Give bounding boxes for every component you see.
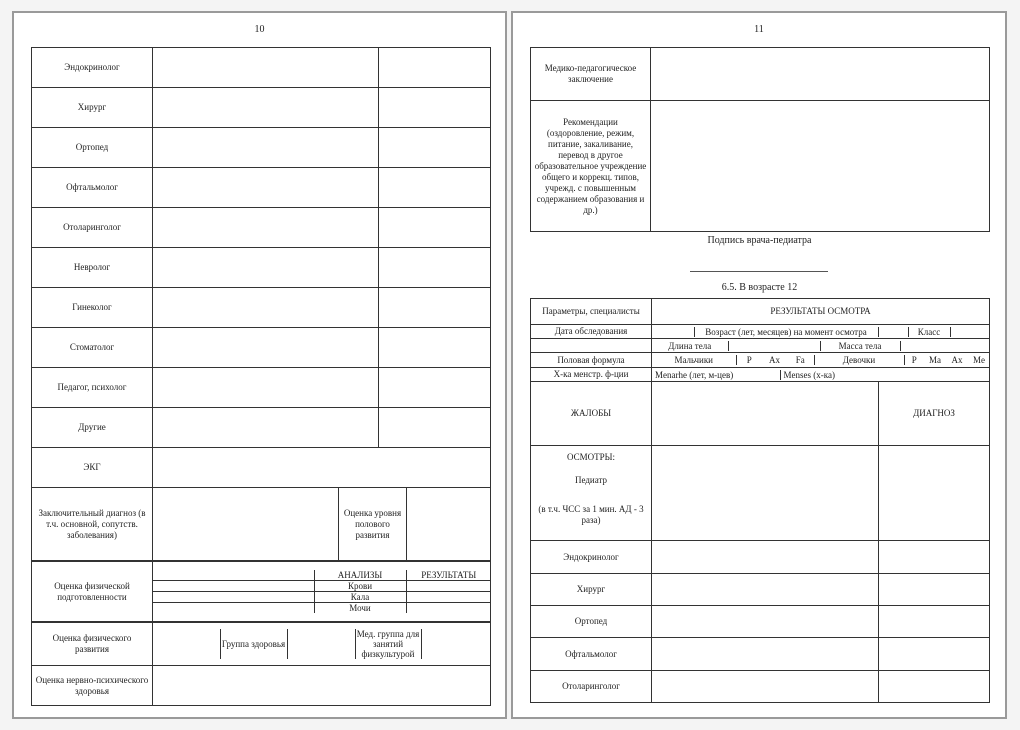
- input-cell[interactable]: [379, 128, 491, 168]
- analysis-name: Крови: [314, 581, 406, 592]
- analysis-name: Мочи: [314, 603, 406, 614]
- row-label: Эндокринолог: [32, 48, 153, 88]
- input-cell[interactable]: [379, 408, 491, 448]
- formula-cell: Ax: [951, 355, 963, 365]
- row-label: Отоларинголог: [531, 671, 652, 703]
- row-label: Офтальмолог: [531, 638, 652, 671]
- input-cell[interactable]: [652, 671, 879, 703]
- input-cell[interactable]: [879, 671, 990, 703]
- med-group-label: Мед. группа для занятий физкультурой: [356, 628, 420, 659]
- table-row: [531, 606, 990, 638]
- boys-label: Мальчики: [652, 355, 736, 365]
- row-label: Ортопед: [32, 128, 153, 168]
- input-cell[interactable]: [153, 208, 379, 248]
- input-cell[interactable]: [153, 488, 339, 562]
- formula-cell: Fa: [787, 355, 814, 365]
- results-header: РЕЗУЛЬТАТЫ: [406, 570, 491, 581]
- input-cell[interactable]: [153, 570, 314, 581]
- input-cell[interactable]: [900, 341, 990, 351]
- analyses-grid: [153, 570, 491, 613]
- final-diagnosis-table: [31, 487, 491, 562]
- complaints-label: ЖАЛОБЫ: [531, 382, 652, 446]
- table-row: [32, 128, 491, 168]
- input-cell[interactable]: [153, 48, 379, 88]
- params-label: Параметры, специалисты: [531, 299, 652, 325]
- table-row: [32, 208, 491, 248]
- row-label: Эндокринолог: [531, 541, 652, 574]
- age-label: Возраст (лет, месяцев) на момент осмотра: [705, 326, 867, 337]
- specialists-table: [31, 47, 491, 488]
- formula-cell: Ax: [769, 355, 780, 365]
- input-cell[interactable]: [652, 446, 879, 541]
- row-label: Хирург: [531, 574, 652, 606]
- row-label: Офтальмолог: [32, 168, 153, 208]
- neuro-label: Оценка нервно-психического здоровья: [32, 666, 153, 706]
- input-cell[interactable]: [379, 168, 491, 208]
- left-page: [12, 11, 507, 719]
- input-cell[interactable]: [652, 327, 694, 337]
- row-label: Другие: [32, 408, 153, 448]
- input-cell[interactable]: [153, 128, 379, 168]
- input-cell[interactable]: [379, 328, 491, 368]
- row-label: Невролог: [32, 248, 153, 288]
- girls-label: Девочки: [814, 355, 904, 365]
- physical-dev-table: [31, 621, 491, 666]
- table-row: [32, 448, 491, 488]
- page-number: 10: [254, 24, 265, 35]
- input-cell[interactable]: [153, 629, 220, 659]
- input-cell[interactable]: [153, 408, 379, 448]
- row-label: Отоларинголог: [32, 208, 153, 248]
- row-label: Хирург: [32, 88, 153, 128]
- input-cell[interactable]: [652, 574, 879, 606]
- recommendations-label: Рекомендации (оздоровление, режим, питание, закаливание, перевод в другое образовательное учреждение общего и коррекц. типов, учрежд. с повышенным содержанием образования и др.): [531, 101, 651, 232]
- input-cell[interactable]: [652, 638, 879, 671]
- page-number: 11: [754, 24, 764, 35]
- hr-note: (в т.ч. ЧСС за 1 мин. АД - 3 раза): [538, 504, 644, 525]
- input-cell[interactable]: [153, 603, 314, 614]
- conclusion-table: [530, 47, 990, 232]
- signature-line[interactable]: [690, 270, 828, 272]
- input-cell[interactable]: [652, 382, 879, 446]
- table-row: [531, 541, 990, 574]
- input-cell[interactable]: [950, 327, 990, 337]
- input-cell[interactable]: [878, 327, 908, 337]
- input-cell[interactable]: [651, 101, 990, 232]
- table-row: [32, 288, 491, 328]
- pediatr-label: Педиатр: [574, 475, 608, 485]
- sexual-dev-label: Оценка уровня полового развития: [339, 488, 407, 562]
- input-cell[interactable]: [652, 606, 879, 638]
- input-cell[interactable]: [879, 446, 990, 541]
- table-row: [32, 408, 491, 448]
- table-row: [32, 368, 491, 408]
- exam-date-label: Дата обследования: [531, 325, 652, 339]
- exam-results-table: [530, 298, 990, 703]
- health-group-label: Группа здоровья: [220, 629, 287, 659]
- input-cell[interactable]: [652, 541, 879, 574]
- exams-label: ОСМОТРЫ:: [567, 452, 615, 462]
- input-cell[interactable]: [879, 574, 990, 606]
- body-length-label: Длина тела: [668, 340, 712, 351]
- class-label: Класс: [908, 327, 950, 337]
- input-cell[interactable]: [379, 368, 491, 408]
- input-cell[interactable]: [153, 368, 379, 408]
- formula-cell: Ma: [929, 355, 941, 365]
- input-cell[interactable]: [153, 168, 379, 208]
- input-cell[interactable]: [879, 541, 990, 574]
- table-row: [32, 88, 491, 128]
- input-cell[interactable]: [531, 339, 652, 353]
- formula-cell: P: [911, 355, 917, 365]
- table-row: [32, 328, 491, 368]
- table-row: [531, 574, 990, 606]
- body-mass-label: Масса тела: [820, 341, 900, 351]
- physical-prep-label: Оценка физической подготовленности: [32, 561, 153, 623]
- result-cell[interactable]: [406, 581, 491, 592]
- physical-prep-table: [31, 560, 491, 623]
- formula-cell: P: [746, 355, 752, 365]
- med-ped-label: Медико-педагогическое заключение: [531, 48, 651, 101]
- input-cell[interactable]: [379, 48, 491, 88]
- results-header: РЕЗУЛЬТАТЫ ОСМОТРА: [652, 299, 990, 325]
- input-cell[interactable]: [153, 581, 314, 592]
- input-cell[interactable]: [153, 666, 491, 706]
- input-cell[interactable]: [379, 208, 491, 248]
- neuro-table: [31, 665, 491, 706]
- diagnosis-label: ДИАГНОЗ: [879, 382, 990, 446]
- section-title: 6.5. В возрасте 12: [721, 282, 798, 293]
- analysis-name: Кала: [314, 592, 406, 603]
- input-cell[interactable]: [407, 488, 491, 562]
- table-row: [32, 168, 491, 208]
- input-cell[interactable]: [379, 88, 491, 128]
- input-cell[interactable]: [879, 606, 990, 638]
- result-cell[interactable]: [406, 592, 491, 603]
- physical-dev-label: Оценка физического развития: [32, 622, 153, 666]
- input-cell[interactable]: [879, 638, 990, 671]
- formula-cell: Me: [973, 355, 985, 365]
- groups-grid: [153, 629, 491, 659]
- row-label: Педагог, психолог: [32, 368, 153, 408]
- analyses-header: АНАЛИЗЫ: [314, 570, 406, 581]
- input-cell[interactable]: [728, 341, 820, 351]
- input-cell[interactable]: [287, 629, 355, 659]
- table-row: [32, 248, 491, 288]
- input-cell[interactable]: [153, 248, 379, 288]
- menses-label: Menses (х-ка): [783, 369, 835, 380]
- table-row: [32, 48, 491, 88]
- signature-label: Подпись врача-педиатра: [707, 235, 812, 246]
- row-label: Ортопед: [531, 606, 652, 638]
- final-diagnosis-label: Заключительный диагноз (в т.ч. основной, сопутств. заболевания): [32, 488, 153, 562]
- right-page: [511, 11, 1007, 719]
- result-cell[interactable]: [406, 603, 491, 614]
- input-cell[interactable]: [153, 288, 379, 328]
- row-label: Стоматолог: [32, 328, 153, 368]
- table-row: [531, 638, 990, 671]
- row-label: Гинеколог: [32, 288, 153, 328]
- input-cell[interactable]: [153, 448, 491, 488]
- input-cell[interactable]: [153, 88, 379, 128]
- input-cell[interactable]: [651, 48, 990, 101]
- menarhe-label: Menarhe (лет, м-цев): [652, 370, 780, 380]
- input-cell[interactable]: [153, 592, 314, 603]
- table-row: [531, 671, 990, 703]
- input-cell[interactable]: [421, 629, 491, 659]
- input-cell[interactable]: [379, 248, 491, 288]
- menstr-label: Х-ка менстр. ф-ции: [531, 368, 652, 382]
- input-cell[interactable]: [153, 328, 379, 368]
- sex-formula-label: Половая формула: [531, 353, 652, 368]
- ekg-label: ЭКГ: [32, 448, 153, 488]
- input-cell[interactable]: [379, 288, 491, 328]
